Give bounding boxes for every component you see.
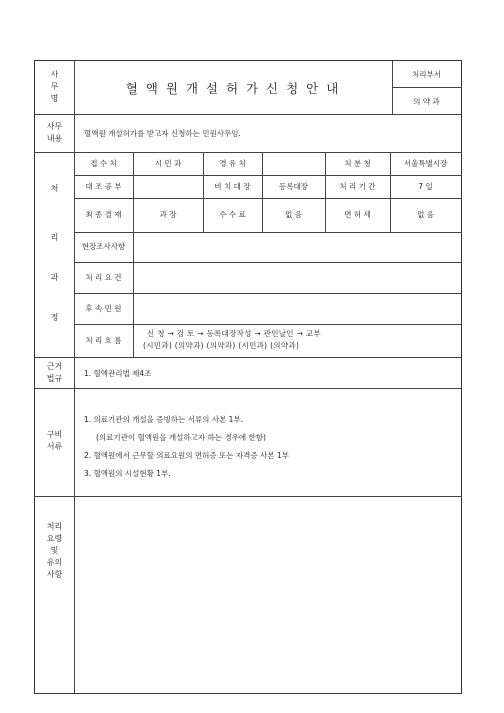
receipt-office-value: 시 민 과	[154, 159, 182, 168]
disposition-authority-value: 서울특별시장	[403, 159, 448, 168]
page-title: 혈 액 원 개 설 허 가 신 청 안 내	[125, 81, 341, 96]
license-tax-value: 없 음	[417, 210, 434, 219]
header-label: 사 무 명	[50, 70, 59, 103]
process-label-char-4: 정	[50, 313, 59, 322]
header-bottom-line	[35, 114, 461, 115]
site-inspection-label: 현장조사사항	[81, 242, 126, 251]
header-dept-divider	[392, 87, 461, 88]
process-label-char-3: 과	[50, 273, 59, 282]
process-label-char-2: 리	[50, 233, 59, 242]
receipt-office-label: 접 수 처	[90, 159, 117, 168]
final-approval-label: 최 종 결 재	[85, 210, 122, 219]
task-bottom-line	[35, 152, 461, 153]
application-guide-form	[34, 60, 462, 694]
license-tax-label: 면 허 세	[344, 210, 371, 219]
reference-ledger-label: 대 조 공 부	[85, 182, 122, 191]
kept-ledger-label: 비 치 대 장	[214, 182, 251, 191]
required-doc-item-1-note: (의료기관이 혈액원을 개설하고자 하는 경우에 한함)	[96, 433, 266, 442]
basis-bottom-line	[35, 388, 461, 389]
processing-requirements-label: 처 리 요 건	[85, 273, 122, 282]
kept-ledger-value: 등록대장	[279, 182, 308, 191]
processing-flow-steps: 신 청 → 검 토 → 등록대장작성 → 관인날인 → 교부	[147, 329, 321, 338]
task-content: 혈액원 개설허가를 받고자 신청하는 민원사무임.	[84, 129, 241, 138]
basis-content: 1. 혈액관리법 제4조	[84, 369, 152, 378]
notes-label: 처리 요령 및 유의 사항	[46, 522, 63, 579]
processing-flow-departments: (시민과) (의약과) (의약과) (시민과) (의약과)	[143, 341, 300, 350]
fee-label: 수 수 료	[219, 210, 246, 219]
required-doc-item-1: 1. 의료기관의 개설을 증빙하는 서류의 사본 1부.	[84, 415, 244, 424]
processing-flow-label: 처 리 흐 름	[85, 336, 122, 345]
process-col3-line	[262, 152, 263, 232]
process-bottom-line	[35, 357, 461, 358]
follow-up-civil-label: 후 속 민 원	[85, 304, 122, 313]
notes-content-area	[75, 497, 461, 693]
disposition-authority-label: 처 분 청	[344, 159, 371, 168]
processing-period-value: 7 일	[418, 182, 433, 191]
final-approval-value: 과 장	[159, 210, 177, 219]
dept-value: 의 약 과	[413, 97, 440, 106]
required-doc-item-2: 2. 혈액원에서 근무할 의료요원의 면허증 또는 자격증 사본 1부	[84, 451, 289, 460]
task-label: 사무 내용	[46, 122, 63, 143]
dept-label: 처리부서	[412, 70, 441, 79]
processing-period-label: 처 리 기 간	[339, 182, 376, 191]
process-lower-label-line	[133, 232, 134, 357]
process-label-char-1: 처	[50, 184, 59, 193]
required-doc-item-3: 3. 혈액원의 시설현황 1부.	[84, 469, 171, 478]
required-docs-label: 구비 서류	[46, 430, 63, 451]
fee-value: 없 음	[285, 210, 302, 219]
basis-label: 근거 법규	[46, 362, 63, 383]
via-office-label: 경 유 처	[219, 159, 246, 168]
